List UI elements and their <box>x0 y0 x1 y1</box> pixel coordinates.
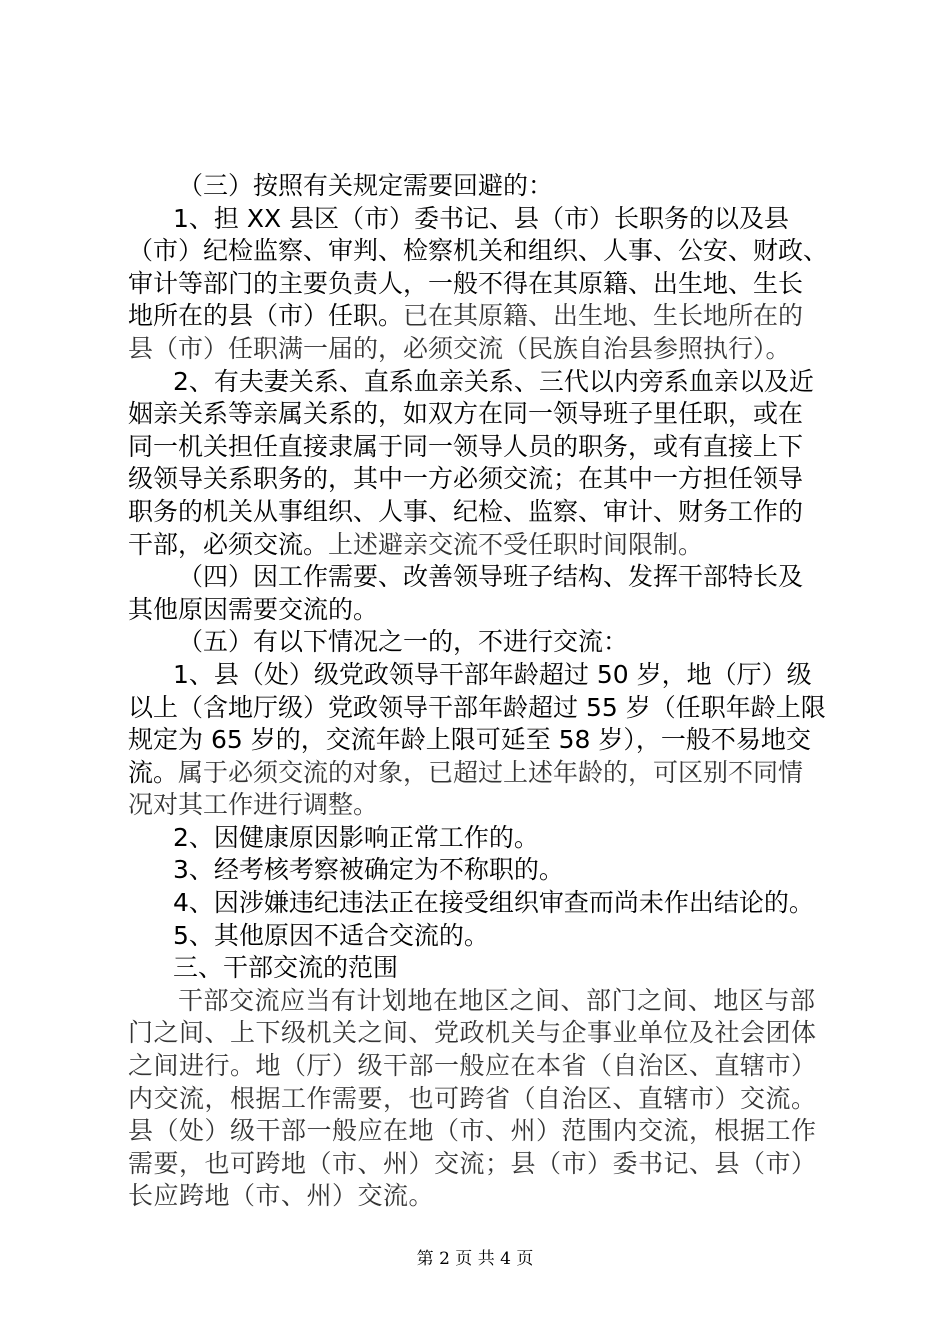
text-run-serif: 需要，也可跨地（市、州）交流；县（市）委书记、县（市） <box>128 1148 817 1178</box>
text-run: 规定为 65 岁的，交流年龄上限可延至 58 岁），一般不易地交 <box>128 725 811 755</box>
section-heading-four <box>128 561 833 594</box>
text-run: 审计等部门的主要负责人，一般不得在其原籍、出生地、生长 <box>128 268 804 298</box>
text-run: 5、其他原因不适合交流的。 <box>173 920 489 950</box>
text-run: 4、因涉嫌违纪违法正在接受组织审查而尚未作出结论的。 <box>173 888 814 918</box>
page-number-label: 第 2 页 共 4 页 <box>416 1249 534 1269</box>
text-run: 地所在的县（市）任职。 <box>128 301 404 331</box>
paragraph-line <box>128 1017 833 1050</box>
text-run-serif: 况对其工作进行调整。 <box>128 790 379 820</box>
paragraph-line <box>128 1083 833 1116</box>
text-run-serif: 长应跨地（市、州）交流。 <box>128 1181 435 1211</box>
paragraph-line <box>128 724 833 757</box>
paragraph-line <box>128 268 833 301</box>
paragraph-line <box>128 659 833 692</box>
text-run: （市）纪检监察、审判、检察机关和组织、人事、公安、财政、 <box>128 236 829 266</box>
paragraph-line <box>128 1180 833 1213</box>
section-heading-three <box>128 170 833 203</box>
text-run: （四）因工作需要、改善领导班子结构、发挥干部特长及 <box>178 562 804 592</box>
paragraph-line <box>128 1148 833 1181</box>
text-run: 职务的机关从事组织、人事、纪检、监察、审计、财务工作的 <box>128 496 804 526</box>
section-heading-five <box>128 626 833 659</box>
paragraph-line <box>128 300 833 333</box>
list-item <box>128 854 833 887</box>
paragraph-line <box>128 203 833 236</box>
text-run: 干部，必须交流。 <box>128 529 329 559</box>
text-run: 其他原因需要交流的。 <box>128 594 379 624</box>
paragraph-line <box>128 463 833 496</box>
text-run: （三）按照有关规定需要回避的： <box>178 171 554 200</box>
paragraph-line <box>128 985 833 1018</box>
text-run: （五）有以下情况之一的，不进行交流： <box>178 627 629 657</box>
paragraph-line <box>128 1115 833 1148</box>
text-run-serif: 之间进行。地（厅）级干部一般应在本省（自治区、直辖市） <box>128 1051 817 1081</box>
text-run: 流。 <box>128 757 179 787</box>
paragraph-line <box>128 398 833 431</box>
list-item <box>128 822 833 855</box>
text-run: 1、担 XX 县区（市）委书记、县（市）长职务的以及县 <box>173 203 790 233</box>
text-run: 2、因健康原因影响正常工作的。 <box>173 822 539 852</box>
paragraph-line <box>128 789 833 822</box>
paragraph-line <box>128 1050 833 1083</box>
text-run: 三、干部交流的范围 <box>173 953 399 983</box>
paragraph-line <box>128 594 833 627</box>
paragraph-line <box>128 692 833 725</box>
text-run-serif: 内交流，根据工作需要，也可跨省（自治区、直辖市）交流。 <box>128 1083 817 1113</box>
paragraph-line <box>128 333 833 366</box>
text-run: 以上（含地厅级）党政领导干部年龄超过 55 岁（任职年龄上限 <box>128 692 826 722</box>
text-run: 姻亲关系等亲属关系的，如双方在同一领导班子里任职，或在 <box>128 399 804 429</box>
paragraph-line <box>128 431 833 464</box>
text-run-serif: 县（处）级干部一般应在地（市、州）范围内交流，根据工作 <box>128 1116 817 1146</box>
text-run-serif: 县（市）任职满一届的，必须交流（民族自治县参照执行）。 <box>128 333 791 363</box>
text-run-serif: 已在其原籍、出生地、生长地所在的 <box>403 301 804 331</box>
list-item <box>128 887 833 920</box>
text-run-serif: 上述避亲交流不受任职时间限制。 <box>328 529 704 559</box>
text-run: 1、县（处）级党政领导干部年龄超过 50 岁，地（厅）级 <box>173 659 812 689</box>
text-run: 3、经考核考察被确定为不称职的。 <box>173 855 564 885</box>
paragraph-line <box>128 529 833 562</box>
page-footer <box>0 1244 950 1269</box>
list-item <box>128 920 833 953</box>
text-run-serif: 属于必须交流的对象，已超过上述年龄的，可区别不同情 <box>178 757 804 787</box>
paragraph-line <box>128 235 833 268</box>
document-body <box>128 170 833 1213</box>
text-run-serif: 门之间、上下级机关之间、党政机关与企事业单位及社会团体 <box>128 1018 817 1048</box>
text-run: 同一机关担任直接隶属于同一领导人员的职务，或有直接上下 <box>128 431 804 461</box>
section-heading-scope <box>128 952 833 985</box>
paragraph-line <box>128 757 833 790</box>
paragraph-line <box>128 496 833 529</box>
paragraph-line <box>128 366 833 399</box>
text-run: 2、有夫妻关系、直系血亲关系、三代以内旁系血亲以及近 <box>173 366 814 396</box>
text-run: 级领导关系职务的，其中一方必须交流；在其中一方担任领导 <box>128 464 804 494</box>
text-run-serif: 干部交流应当有计划地在地区之间、部门之间、地区与部 <box>178 985 816 1015</box>
